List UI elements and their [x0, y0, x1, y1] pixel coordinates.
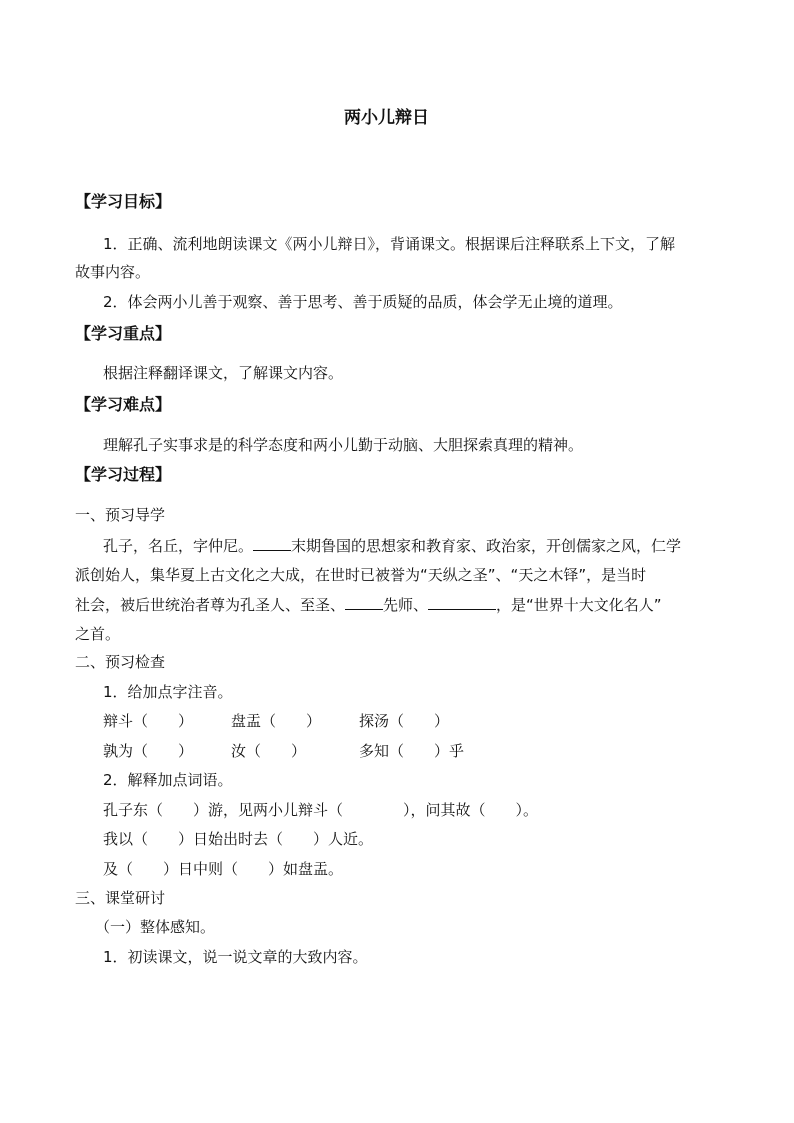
- objective-item-1-line-2: 故事内容。: [75, 263, 151, 281]
- pinyin-item: 孰为（ ）: [103, 742, 194, 760]
- intro-line-1-end: 末期鲁国的思想家和教育家、政治家，开创儒家之风，仁学: [291, 537, 682, 555]
- objectives-heading: 【学习目标】: [75, 192, 172, 211]
- question-1: 1．给加点字注音。: [103, 683, 233, 701]
- fill-blank[interactable]: [253, 535, 291, 551]
- explain-item-2: 我以（ ）日始出时去（ ）人近。: [103, 830, 374, 848]
- pinyin-item: 多知（ ）乎: [359, 742, 465, 760]
- process-heading: 【学习过程】: [75, 465, 172, 484]
- objective-item-1-line-1: 1．正确、流利地朗读课文《两小儿辩日》，背诵课文。根据课后注释联系上下文，了解: [103, 235, 676, 253]
- subsection-title: （一）整体感知。: [95, 918, 216, 936]
- pinyin-item: 辩斗（ ）: [103, 712, 194, 730]
- objective-item-2: 2．体会两小儿善于观察、善于思考、善于质疑的品质，体会学无止境的道理。: [103, 293, 623, 311]
- difficulties-text: 理解孔子实事求是的科学态度和两小儿勤于动脑、大胆探索真理的精神。: [103, 436, 584, 454]
- pinyin-item: 探汤（ ）: [359, 712, 450, 730]
- intro-line-3-middle: 先师、: [383, 596, 429, 614]
- page-title: 两小儿辩日: [344, 108, 429, 128]
- key-points-text: 根据注释翻译课文，了解课文内容。: [103, 364, 344, 382]
- difficulties-heading: 【学习难点】: [75, 395, 172, 414]
- fill-blank[interactable]: [345, 594, 383, 610]
- intro-line-1-start: 孔子，名丘，字仲尼。: [103, 537, 254, 555]
- intro-paragraph-line-2: 派创始人，集华夏上古文化之大成，在世时已被誉为“天纵之圣”、“天之木铎”，是当时: [75, 566, 647, 584]
- part-3-title: 三、课堂研讨: [75, 889, 166, 907]
- part-1-title: 一、预习导学: [75, 506, 166, 524]
- intro-paragraph-line-1: [103, 535, 681, 556]
- explain-item-1: 孔子东（ ）游，见两小儿辩斗（ ），问其故（ ）。: [103, 801, 539, 819]
- intro-paragraph-line-4: 之首。: [75, 625, 121, 643]
- explain-item-3: 及（ ）日中则（ ）如盘盂。: [103, 860, 344, 878]
- fill-blank[interactable]: [428, 594, 496, 610]
- pinyin-item: 盘盂（ ）: [231, 712, 322, 730]
- pinyin-item: 汝（ ）: [231, 742, 307, 760]
- intro-paragraph-line-3: [75, 594, 662, 615]
- question-2: 2．解释加点词语。: [103, 771, 233, 789]
- key-points-heading: 【学习重点】: [75, 324, 172, 343]
- intro-line-3-start: 社会，被后世统治者尊为孔圣人、至圣、: [75, 596, 346, 614]
- intro-line-3-end: ，是“世界十大文化名人”: [496, 596, 662, 614]
- discussion-question-1: 1．初读课文，说一说文章的大致内容。: [103, 948, 368, 966]
- part-2-title: 二、预习检查: [75, 653, 166, 671]
